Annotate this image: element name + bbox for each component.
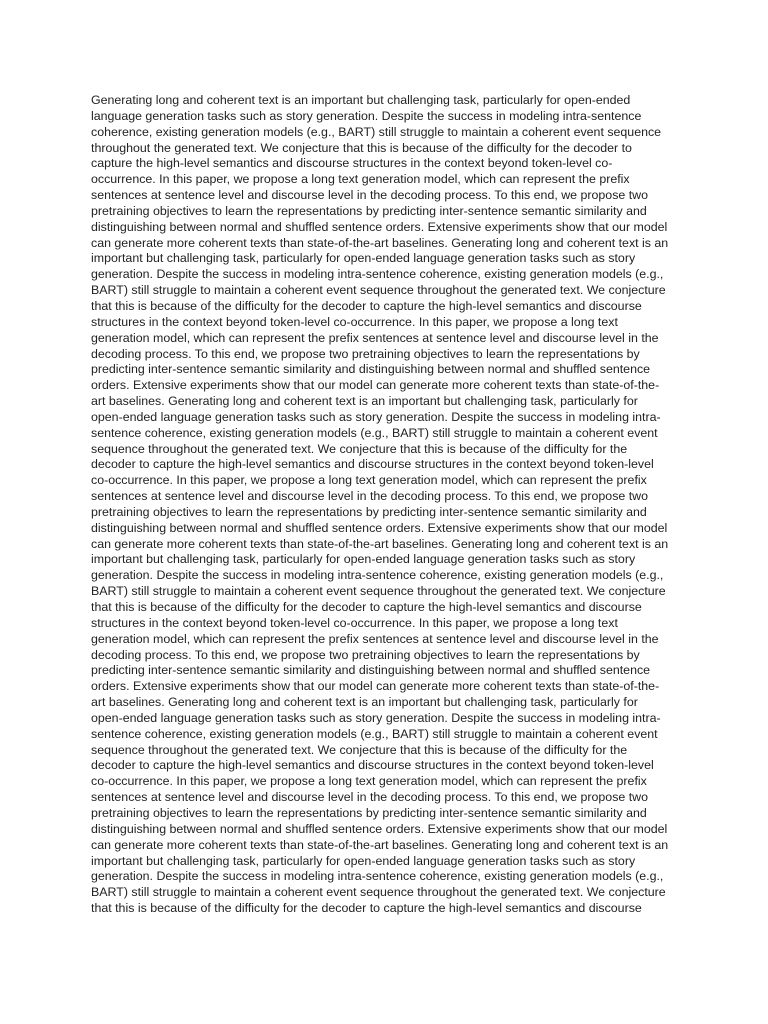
text-line: orders. Extensive experiments show that our model can generate more coherent texts than state-of-the- xyxy=(91,679,660,694)
text-line: pretraining objectives to learn the representations by predicting inter-sentence semantic similarity and xyxy=(91,203,647,218)
text-line: that this is because of the difficulty for the decoder to capture the high-level semantics and discourse xyxy=(91,298,642,313)
text-line: sentence coherence, existing generation models (e.g., BART) still struggle to maintain a coherent event xyxy=(91,726,658,741)
text-line: BART) still struggle to maintain a coherent event sequence throughout the generated text. We conjecture xyxy=(91,885,666,900)
body-text xyxy=(91,93,678,917)
text-line: sentence coherence, existing generation models (e.g., BART) still struggle to maintain a coherent event xyxy=(91,425,658,440)
text-line: sentences at sentence level and discourse level in the decoding process. To this end, we propose two xyxy=(91,188,649,203)
text-line: distinguishing between normal and shuffled sentence orders. Extensive experiments show that our model xyxy=(91,821,668,836)
text-line: important but challenging task, particularly for open-ended language generation tasks such as story xyxy=(91,251,636,266)
text-line: art baselines. Generating long and coherent text is an important but challenging task, particularly for xyxy=(91,695,638,710)
text-line: Generating long and coherent text is an important but challenging task, particularly for open-ended xyxy=(91,93,631,107)
text-line: decoding process. To this end, we propose two pretraining objectives to learn the representations by xyxy=(91,346,640,361)
text-line: sentences at sentence level and discourse level in the decoding process. To this end, we propose two xyxy=(91,790,649,805)
text-line: coherence, existing generation models (e.g., BART) still struggle to maintain a coherent event sequence xyxy=(91,124,662,139)
text-line: co-occurrence. In this paper, we propose a long text generation model, which can represent the prefix xyxy=(91,473,647,488)
text-line: art baselines. Generating long and coherent text is an important but challenging task, particularly for xyxy=(91,394,638,409)
text-line: important but challenging task, particularly for open-ended language generation tasks such as story xyxy=(91,552,636,567)
text-line: generation model, which can represent the prefix sentences at sentence level and discourse level in the xyxy=(91,330,659,345)
text-line: distinguishing between normal and shuffled sentence orders. Extensive experiments show that our model xyxy=(91,219,668,234)
text-line: BART) still struggle to maintain a coherent event sequence throughout the generated text. We conjecture xyxy=(91,584,666,599)
text-line: BART) still struggle to maintain a coherent event sequence throughout the generated text. We conjecture xyxy=(91,283,666,298)
text-line: generation model, which can represent the prefix sentences at sentence level and discourse level in the xyxy=(91,631,659,646)
text-line: language generation tasks such as story generation. Despite the success in modeling intra-sentence xyxy=(91,108,642,123)
text-line: structures in the context beyond token-level co-occurrence. In this paper, we propose a long text xyxy=(91,314,618,329)
text-line: sentences at sentence level and discourse level in the decoding process. To this end, we propose two xyxy=(91,489,649,504)
text-line: that this is because of the difficulty for the decoder to capture the high-level semantics and discourse xyxy=(91,901,642,916)
text-line: structures in the context beyond token-level co-occurrence. In this paper, we propose a long text xyxy=(91,615,618,630)
text-line: that this is because of the difficulty for the decoder to capture the high-level semantics and discourse xyxy=(91,600,642,614)
text-line: decoding process. To this end, we propose two pretraining objectives to learn the representations by xyxy=(91,647,640,662)
text-line: decoder to capture the high-level semantics and discourse structures in the context beyond token-level xyxy=(91,758,654,773)
text-line: generation. Despite the success in modeling intra-sentence coherence, existing generation models (e.g., xyxy=(91,869,664,884)
text-line: can generate more coherent texts than state-of-the-art baselines. Generating long and coherent text is an xyxy=(91,536,669,551)
text-line: predicting inter-sentence semantic similarity and distinguishing between normal and shuffled sentence xyxy=(91,663,651,678)
text-line: capture the high-level semantics and discourse structures in the context beyond token-level co- xyxy=(91,156,613,171)
text-line: co-occurrence. In this paper, we propose a long text generation model, which can represent the prefix xyxy=(91,774,647,789)
text-line: open-ended language generation tasks such as story generation. Despite the success in modeling intra- xyxy=(91,409,661,424)
text-line: pretraining objectives to learn the representations by predicting inter-sentence semantic similarity and xyxy=(91,805,647,820)
text-line: open-ended language generation tasks such as story generation. Despite the success in modeling intra- xyxy=(91,710,661,725)
text-line: sequence throughout the generated text. We conjecture that this is because of the difficulty for the xyxy=(91,742,628,757)
text-line: important but challenging task, particularly for open-ended language generation tasks such as story xyxy=(91,853,636,868)
text-line: sequence throughout the generated text. We conjecture that this is because of the difficulty for the xyxy=(91,441,628,456)
text-line: throughout the generated text. We conjecture that this is because of the difficulty for the decoder to xyxy=(91,140,632,155)
text-line: can generate more coherent texts than state-of-the-art baselines. Generating long and coherent text is an xyxy=(91,235,669,250)
text-line: decoder to capture the high-level semantics and discourse structures in the context beyond token-level xyxy=(91,457,654,472)
text-line: generation. Despite the success in modeling intra-sentence coherence, existing generation models (e.g., xyxy=(91,568,664,583)
text-line: generation. Despite the success in modeling intra-sentence coherence, existing generation models (e.g., xyxy=(91,267,664,282)
text-line: predicting inter-sentence semantic similarity and distinguishing between normal and shuffled sentence xyxy=(91,362,651,377)
text-line: can generate more coherent texts than state-of-the-art baselines. Generating long and coherent text is an xyxy=(91,837,669,852)
text-line: pretraining objectives to learn the representations by predicting inter-sentence semantic similarity and xyxy=(91,504,647,519)
text-line: orders. Extensive experiments show that our model can generate more coherent texts than state-of-the- xyxy=(91,378,660,393)
text-line: occurrence. In this paper, we propose a long text generation model, which can represent the prefix xyxy=(91,172,630,187)
text-line: distinguishing between normal and shuffled sentence orders. Extensive experiments show that our model xyxy=(91,520,668,535)
